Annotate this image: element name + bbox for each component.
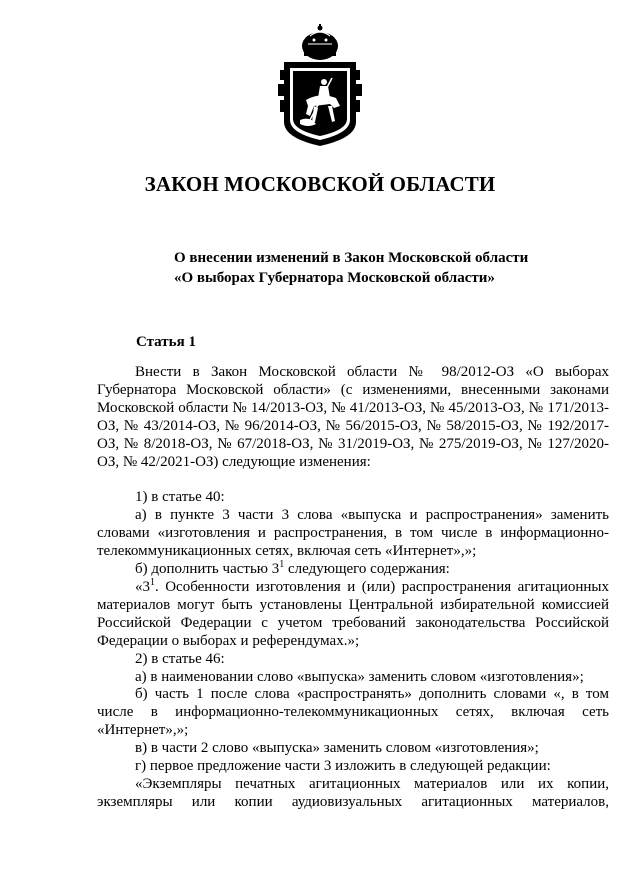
crown-icon	[302, 24, 338, 60]
paragraph-item-2d: г) первое предложение части 3 изложить в следующей редакции:	[135, 758, 551, 775]
text-fragment: . Особенности изготовления и (или) распространения агитационных материалов могут быть установлены Центральной избирательной комиссией Российской Федерации с учетом требований законодательства Российской Федерации о выборах и референдумах.»;	[97, 578, 609, 649]
text-fragment: следующего содержания:	[284, 561, 450, 578]
superscript: 1	[150, 576, 155, 588]
law-subtitle	[174, 248, 528, 288]
paragraph-intro: Внести в Закон Московской области № 98/2012-ОЗ «О выборах Губернатора Московской области» (с изменениями, внесенными законами Московской области № 14/2013-ОЗ, № 41/2013-ОЗ, № 45/2013-ОЗ, № 171/2013-ОЗ, № 43/2014-ОЗ, № 96/2014-ОЗ, № 56/2015-ОЗ, № 58/2015-ОЗ, № 192/2017-ОЗ, № 8/2018-ОЗ, № 67/2018-ОЗ, № 31/2019-ОЗ, № 275/2019-ОЗ, № 127/2020-ОЗ, № 42/2021-ОЗ) следующие изменения:	[97, 364, 609, 470]
subtitle-line: «О выборах Губернатора Московской области»	[174, 270, 495, 286]
paragraph-item-1: 1) в статье 40:	[135, 489, 225, 506]
text-fragment: «3	[135, 578, 150, 595]
coat-of-arms-icon	[270, 24, 370, 152]
law-title: ЗАКОН МОСКОВСКОЙ ОБЛАСТИ	[144, 172, 496, 196]
paragraph-item-2d-quote: «Экземпляры печатных агитационных материалов или их копии, экземпляры или копии аудиовизуальных агитационных материалов,	[97, 775, 609, 810]
article-body	[97, 364, 609, 812]
paragraph-gap	[97, 471, 609, 489]
paragraph-item-2b: б) часть 1 после слова «распространять» дополнить словами «, в том числе в информационно-телекоммуникационных сетях, включая сеть «Интернет»,»;	[97, 686, 609, 739]
paragraph-item-1b	[97, 561, 609, 579]
paragraph-item-1b-quote	[97, 576, 609, 651]
subtitle-line: О внесении изменений в Закон Московской области	[174, 250, 529, 266]
paragraph-item-2a: а) в наименовании слово «выпуска» заменить словом «изготовления»;	[135, 668, 584, 685]
article-heading: Статья 1	[136, 334, 196, 350]
paragraph-item-1a: а) в пункте 3 части 3 слова «выпуска и распространения» заменить словами «изготовления и распространения, в том числе в информационно-телекоммуникационных сетях, включая сеть «Интернет»,»;	[97, 507, 609, 560]
superscript: 1	[279, 559, 285, 571]
paragraph-item-2c: в) в части 2 слово «выпуска» заменить словом «изготовления»;	[135, 740, 539, 757]
paragraph-item-2: 2) в статье 46:	[135, 650, 225, 667]
text-fragment: б) дополнить частью 3	[135, 561, 280, 578]
